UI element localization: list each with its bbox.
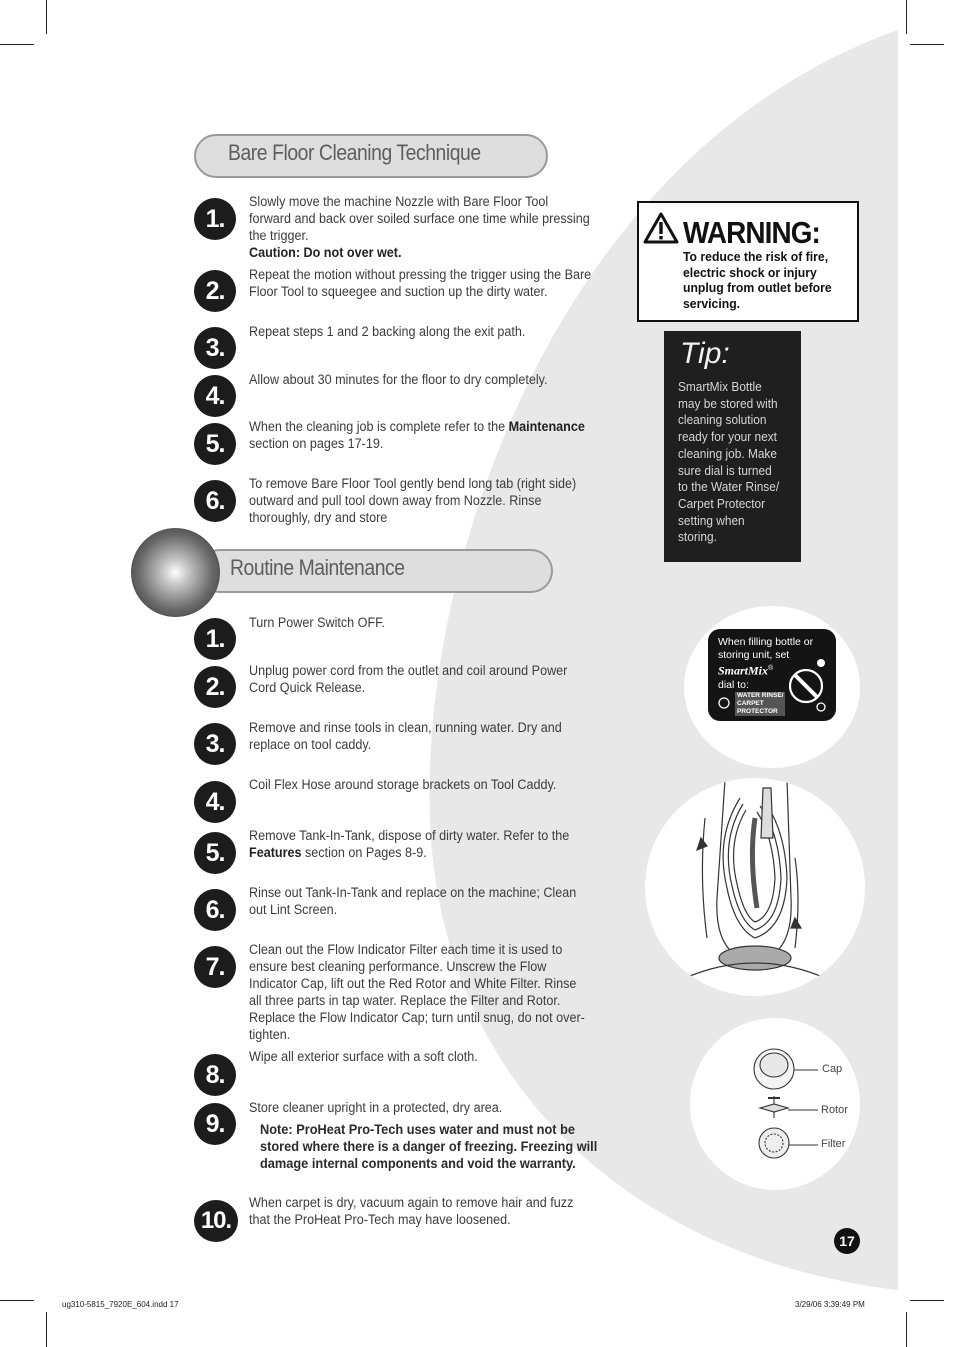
step-text: Rinse out Tank-In-Tank and replace on the machine; Clean out Lint Screen. [249, 885, 577, 917]
freeze-note: Note: ProHeat Pro-Tech uses water and must not be stored where there is a danger of freezing. Freezing will damage internal components and void the warranty. [260, 1122, 598, 1171]
crop-mark [910, 1300, 944, 1301]
crop-mark [46, 1312, 47, 1347]
tip-text: SmartMix Bottle may be stored with cleaning solution ready for your next cleaning job. Make sure dial is turned to the Water Rinse/ Carpet Protector setting when storing. [678, 379, 780, 545]
step-number: 2. [194, 666, 236, 708]
step-number: 8. [194, 1054, 236, 1096]
crop-mark [910, 44, 944, 45]
step-text: Repeat steps 1 and 2 backing along the exit path. [249, 324, 526, 339]
step-number: 5. [194, 423, 236, 465]
tip-box [664, 331, 801, 562]
part-label-cap: Cap [822, 1063, 843, 1075]
machine-illustration [645, 778, 865, 996]
step-number: 10. [194, 1200, 238, 1242]
warning-box [637, 201, 859, 322]
step-text: Unplug power cord from the outlet and coil around Power Cord Quick Release. [249, 663, 568, 695]
section-title: Routine Maintenance [230, 555, 405, 580]
section-title: Bare Floor Cleaning Technique [228, 140, 481, 165]
crop-mark [906, 0, 907, 34]
step-text: Repeat the motion without pressing the trigger using the Bare Floor Tool to squeegee and suction up the dirty water. [249, 267, 592, 299]
warning-text: To reduce the risk of fire, electric shock or injury unplug from outlet before servicing. [683, 249, 832, 311]
step-text: Store cleaner upright in a protected, dry area. [249, 1100, 503, 1115]
crop-mark [906, 1312, 907, 1347]
step-number: 4. [194, 375, 236, 417]
vacuum-hose-drawing [645, 778, 865, 996]
step-text: Slowly move the machine Nozzle with Bare Floor Tool forward and back over soiled surface one time while pressing the trigger. Caution: Do not over wet. [249, 194, 590, 260]
step-text: Remove Tank-In-Tank, dispose of dirty water. Refer to the Features section on Pages 8-9. [249, 828, 570, 860]
footer-filename: ug310-5815_7920E_604.indd 17 [62, 1300, 179, 1309]
crop-mark [0, 44, 34, 45]
step-text: Coil Flex Hose around storage brackets on Tool Caddy. [249, 777, 557, 792]
dial-knob-icon [684, 606, 860, 768]
step-number: 9. [194, 1103, 236, 1145]
sphere-decoration [131, 528, 220, 617]
dial-setting-text: WATER RINSE/ CARPET PROTECTOR [737, 692, 784, 715]
step-text: Clean out the Flow Indicator Filter each time it is used to ensure best cleaning performance. Unscrew the Flow Indicator Cap, lift out the Red Rotor and White Filter. Rinse all three parts in tap water. Replace the Filter and Rotor. Replace the Flow Indicator Cap; turn until snug, do not over-tighten. [249, 942, 585, 1042]
step-number: 3. [194, 723, 236, 765]
step-text: Allow about 30 minutes for the floor to dry completely. [249, 372, 548, 387]
step-text: When the cleaning job is complete refer to the Maintenance section on pages 17-19. [249, 419, 585, 451]
step-text: To remove Bare Floor Tool gently bend long tab (right side) outward and pull tool down away from Nozzle. Rinse thoroughly, dry and store [249, 476, 577, 525]
step-text: Remove and rinse tools in clean, running water. Dry and replace on tool caddy. [249, 720, 562, 752]
parts-illustration [690, 1018, 860, 1190]
footer-timestamp: 3/29/06 3:39:49 PM [795, 1300, 865, 1309]
warning-title: WARNING: [683, 215, 820, 250]
step-number: 6. [194, 889, 236, 931]
caution-text: Caution: Do not over wet. [249, 245, 402, 260]
part-label-filter: Filter [821, 1138, 846, 1150]
step-number: 4. [194, 781, 236, 823]
step-text: Wipe all exterior surface with a soft cloth. [249, 1049, 478, 1064]
step-number: 7. [194, 946, 236, 988]
warning-triangle-icon [643, 212, 679, 244]
crop-mark [0, 1300, 34, 1301]
step-text: When carpet is dry, vacuum again to remove hair and fuzz that the ProHeat Pro-Tech may have loosened. [249, 1195, 574, 1227]
dial-label-text: When filling bottle or storing unit, set SmartMix® dial to: [718, 636, 814, 691]
page-number: 17 [834, 1228, 860, 1254]
dial-illustration [684, 606, 860, 768]
step-text: Turn Power Switch OFF. [249, 615, 385, 630]
crop-mark [46, 0, 47, 34]
step-number: 3. [194, 327, 236, 369]
tip-title: Tip: [680, 337, 730, 370]
part-label-rotor: Rotor [821, 1104, 848, 1116]
step-number: 2. [194, 270, 236, 312]
step-number: 1. [194, 198, 236, 240]
step-number: 6. [194, 480, 236, 522]
step-number: 5. [194, 832, 236, 874]
step-number: 1. [194, 618, 236, 660]
